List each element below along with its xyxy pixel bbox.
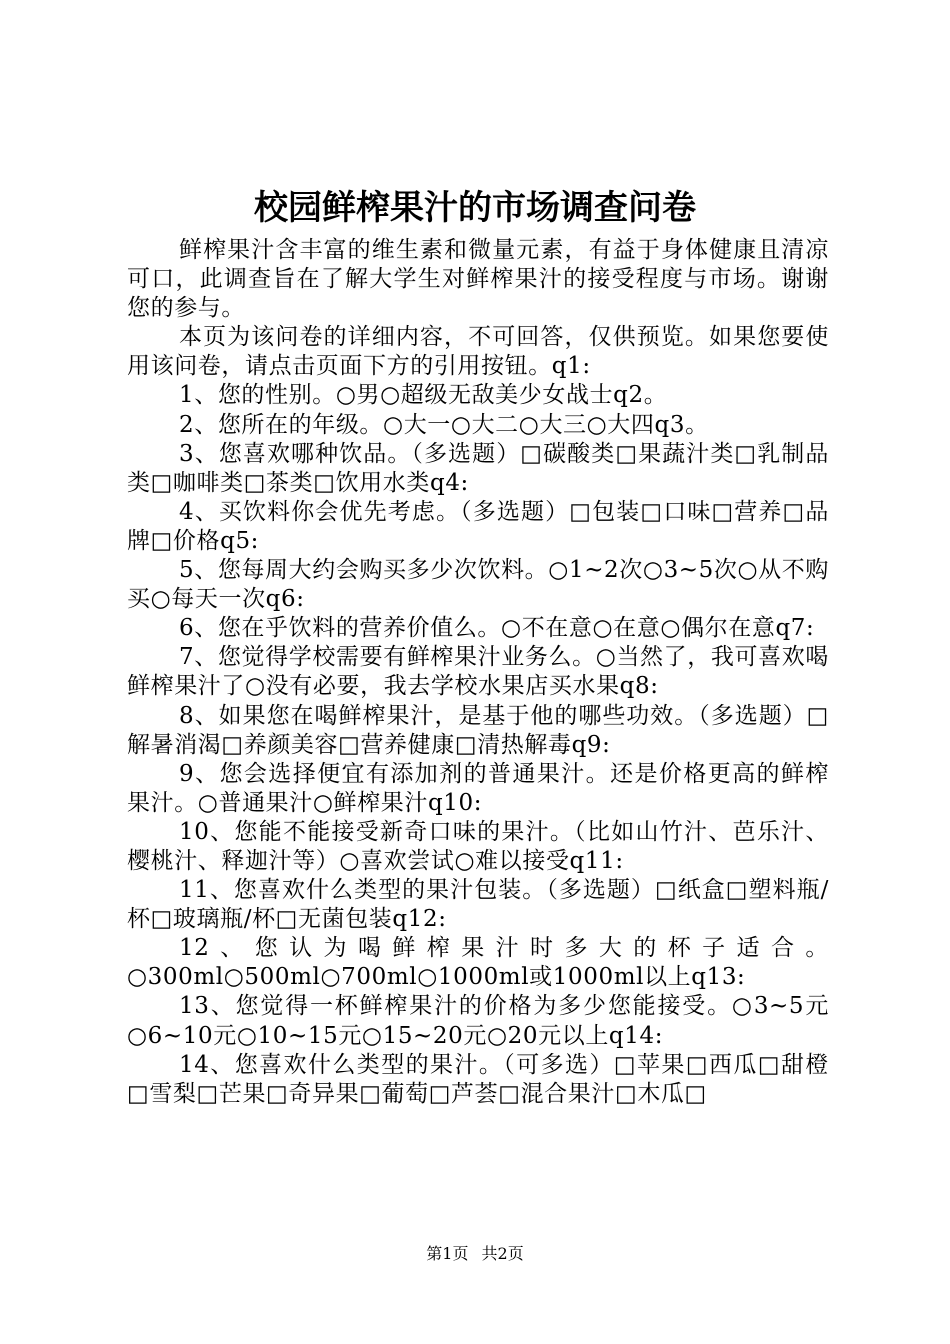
question-10: 10、您能不能接受新奇口味的果汁。（比如山竹汁、芭乐汁、樱桃汁、释迦汁等）○喜欢尝试○难以接受q11: bbox=[127, 818, 829, 874]
question-3: 3、您喜欢哪种饮品。（多选题）□碳酸类□果蔬汁类□乳制品类□咖啡类□茶类□饮用水类q4: bbox=[127, 440, 829, 496]
question-6: 6、您在乎饮料的营养价值么。○不在意○在意○偶尔在意q7: bbox=[179, 615, 815, 642]
preview-notice: 本页为该问卷的详细内容，不可回答，仅供预览。如果您要使用该问卷，请点击页面下方的引用按钮。q1: bbox=[127, 324, 829, 380]
question-14: 14、您喜欢什么类型的果汁。（可多选）□苹果□西瓜□甜橙□雪梨□芒果□奇异果□葡萄□芦荟□混合果汁□木瓜□ bbox=[127, 1051, 829, 1107]
question-13: 13、您觉得一杯鲜榨果汁的价格为多少您能接受。○3~5元○6~10元○10~15元○15~20元○20元以上q14: bbox=[127, 993, 829, 1049]
question-5: 5、您每周大约会购买多少次饮料。○1~2次○3~5次○从不购买○每天一次q6: bbox=[127, 557, 829, 613]
question-4: 4、买饮料你会优先考虑。（多选题）□包装□口味□营养□品牌□价格q5: bbox=[127, 498, 829, 554]
question-12: 12、您认为喝鲜榨果汁时多大的杯子适合。○300ml○500ml○700ml○1000ml或1000ml以上q13: bbox=[127, 935, 829, 991]
page-total: 共2页 bbox=[481, 1244, 524, 1263]
page-footer bbox=[0, 1244, 950, 1264]
document-body bbox=[127, 236, 829, 1109]
question-8: 8、如果您在喝鲜榨果汁，是基于他的哪些功效。（多选题）□解暑消渴□养颜美容□营养健康□清热解毒q9: bbox=[127, 702, 829, 758]
question-7: 7、您觉得学校需要有鲜榨果汁业务么。○当然了，我可喜欢喝鲜榨果汁了○没有必要，我去学校水果店买水果q8: bbox=[127, 644, 829, 700]
page-number: 第1页 bbox=[426, 1244, 469, 1263]
question-11: 11、您喜欢什么类型的果汁包装。（多选题）□纸盒□塑料瓶/杯□玻璃瓶/杯□无菌包装q12: bbox=[127, 877, 829, 933]
intro-paragraph: 鲜榨果汁含丰富的维生素和微量元素，有益于身体健康且清凉可口，此调查旨在了解大学生对鲜榨果汁的接受程度与市场。谢谢您的参与。 bbox=[127, 237, 829, 322]
question-9: 9、您会选择便宜有添加剂的普通果汁。还是价格更高的鲜榨果汁。○普通果汁○鲜榨果汁q10: bbox=[127, 760, 829, 816]
question-2: 2、您所在的年级。○大一○大二○大三○大四q3。 bbox=[179, 411, 709, 438]
question-1: 1、您的性别。○男○超级无敌美少女战士q2。 bbox=[179, 382, 668, 409]
document-title: 校园鲜榨果汁的市场调查问卷 bbox=[254, 188, 696, 228]
